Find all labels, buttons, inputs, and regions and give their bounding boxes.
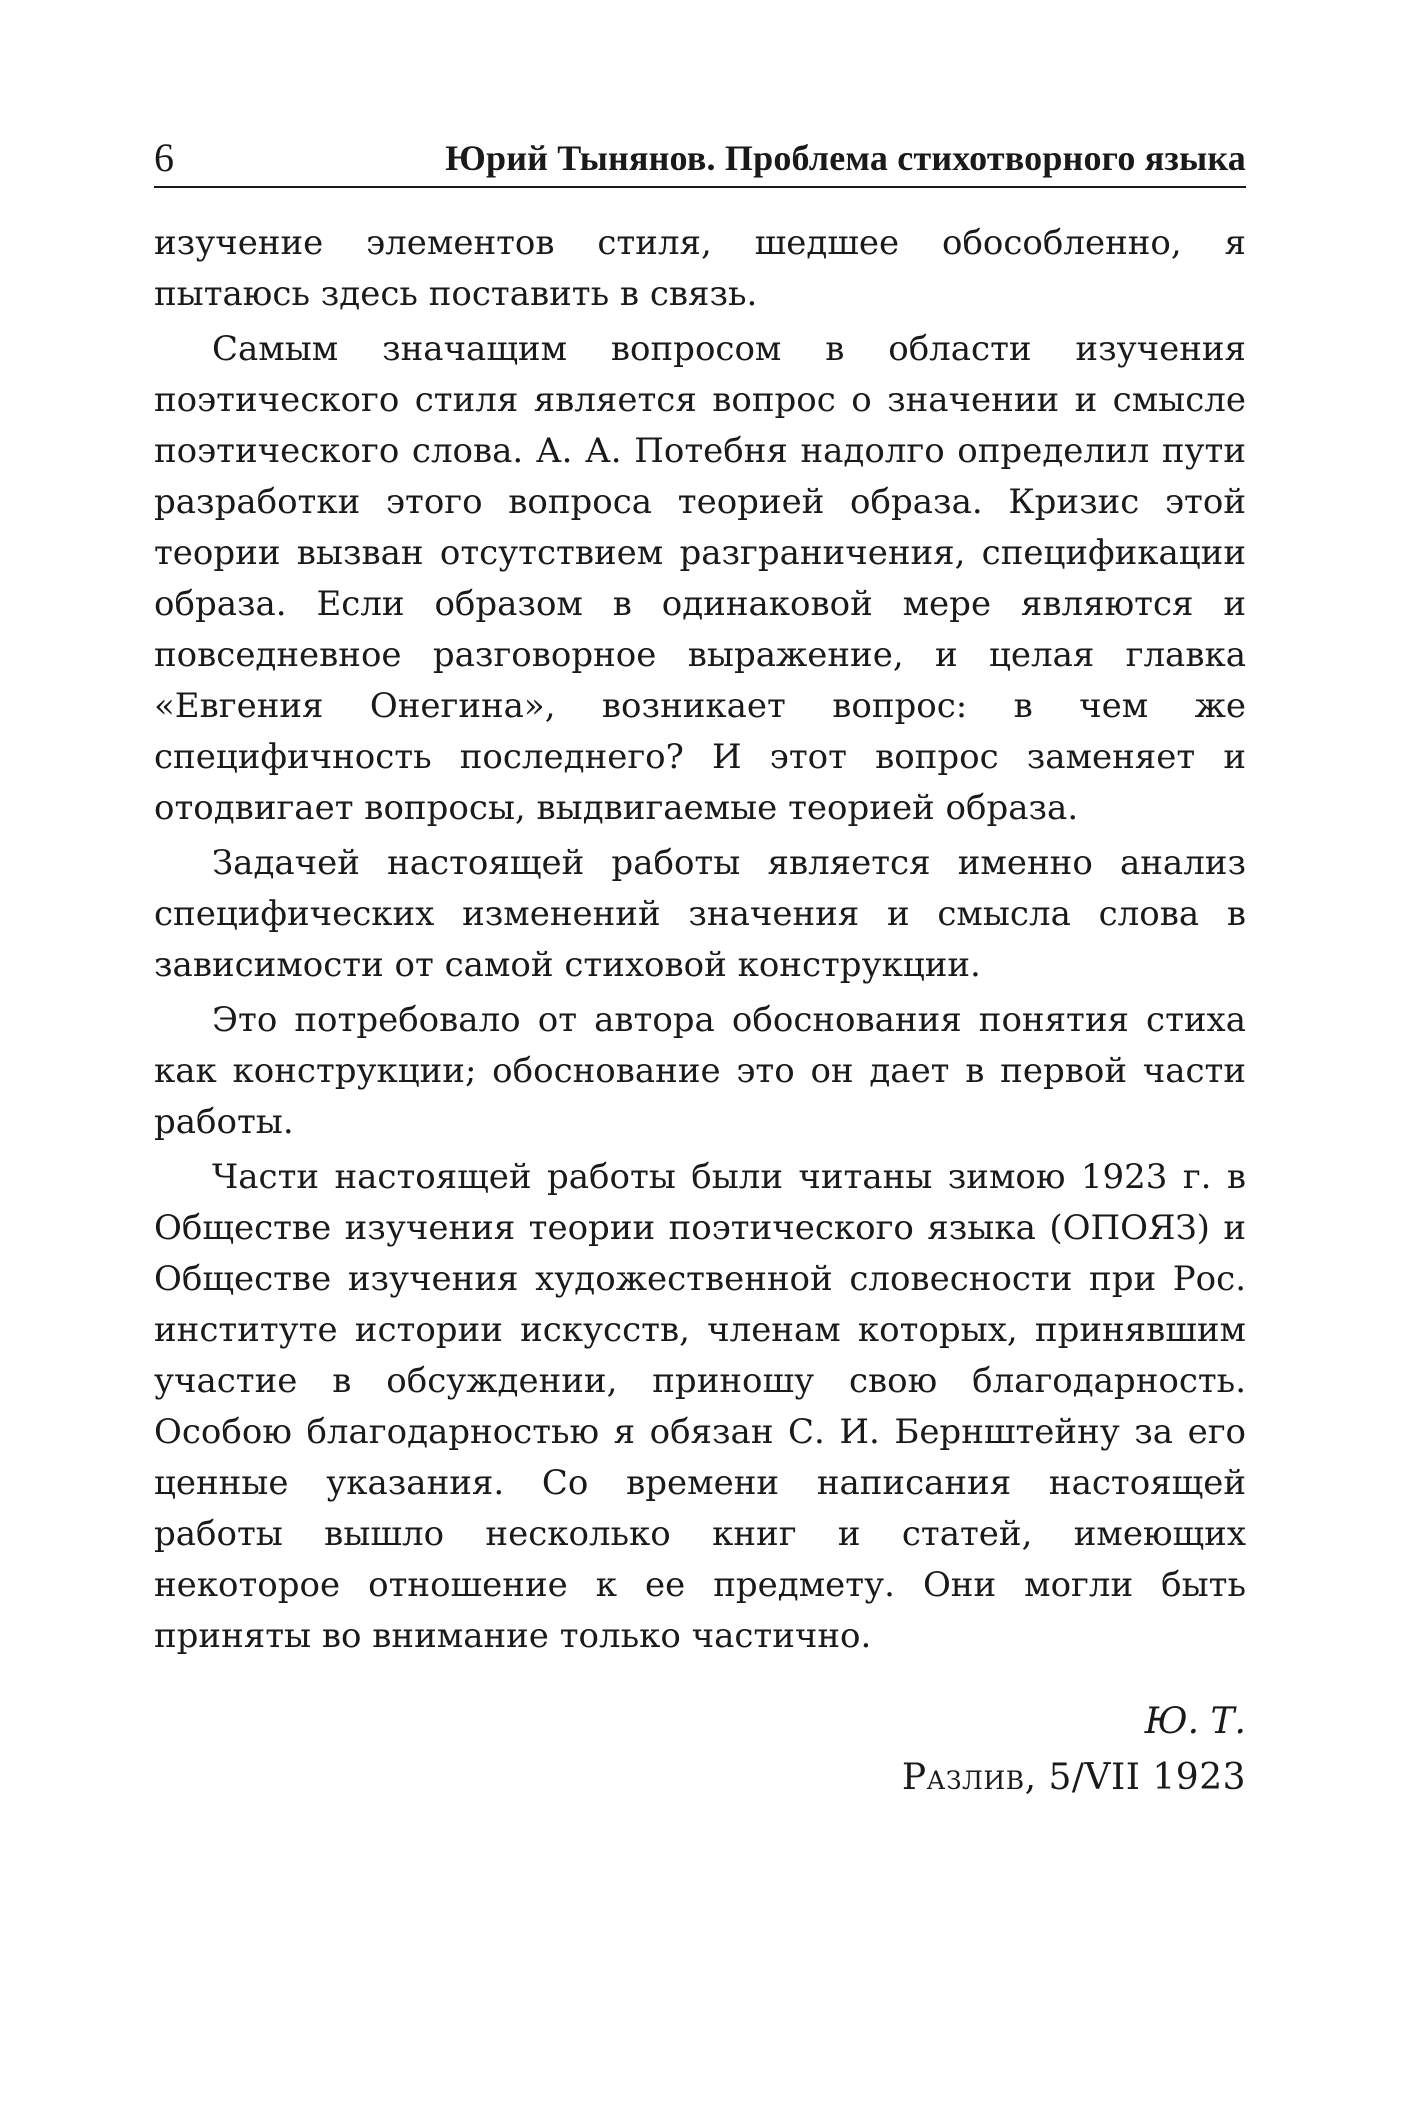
body-text: [154, 218, 1246, 1662]
paragraph-construction: Это потребовало от автора обоснования понятия стиха как конструкции; обоснование это он дает в первой части работы.: [154, 1000, 1246, 1142]
page-number: 6: [154, 135, 174, 180]
paragraph-acknowledgements: Части настоящей работы были читаны зимою 1923 г. в Обществе изучения теории поэтического языка (ОПОЯЗ) и Обществе изучения художественной словесности при Рос. институте истории искусств, членам которых, принявшим участие в обсуждении, приношу свою благодарность. Особою благодарностью я обязан С. И. Бернштейну за его ценные указания. Со времени написания настоящей работы вышло несколько книг и статей, имеющих некоторое отношение к ее предмету. Они могли быть приняты во внимание только частично.: [154, 1157, 1246, 1656]
signature: [154, 1694, 1246, 1806]
paragraph-task: Задачей настоящей работы является именно анализ специфических изменений значения и смысла слова в зависимости от самой стиховой конструкции.: [154, 843, 1246, 985]
paragraph-potebnya: Самым значащим вопросом в области изучения поэтического стиля является вопрос о значении и смысле поэтического слова. А. А. Потебня надолго определил пути разработки этого вопроса теорией образа. Кризис этой теории вызван отсутствием разграничения, спецификации образа. Если образом в одинаковой мере являются и повседневное разговорное выражение, и целая главка «Евгения Онегина», возникает вопрос: в чем же специфичность последнего? И этот вопрос заменяет и отодвигает вопросы, выдвигаемые теорией образа.: [154, 329, 1246, 828]
signature-place-date: Разлив, 5/VII 1923: [901, 1757, 1246, 1798]
book-page: [154, 130, 1246, 1806]
running-head: [154, 130, 1246, 188]
running-title: Юрий Тынянов. Проблема стихотворного языка: [445, 138, 1246, 178]
paragraph-continuation: изучение элементов стиля, шедшее обособленно, я пытаюсь здесь поставить в связь.: [154, 223, 1246, 314]
signature-initials: Ю. Т.: [1144, 1701, 1246, 1742]
